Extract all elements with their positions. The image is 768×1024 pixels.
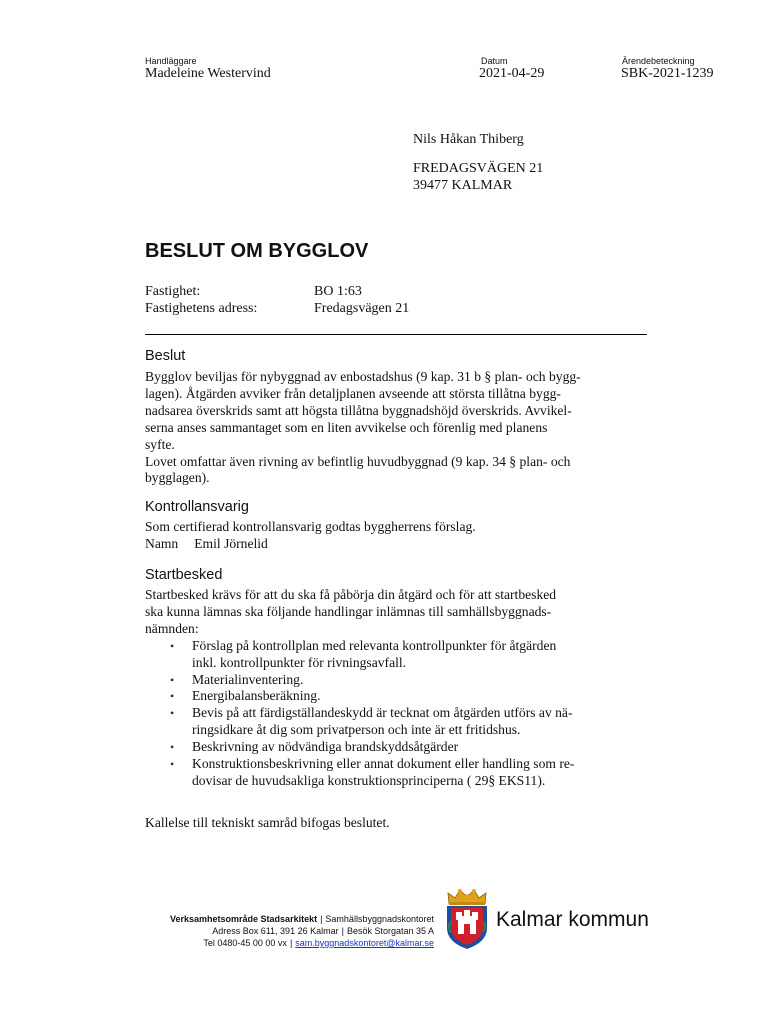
list-item: [166, 638, 625, 672]
list-item: [166, 705, 625, 739]
text-line: nämnden:: [145, 620, 199, 636]
arende-value: SBK-2021-1239: [621, 66, 714, 81]
namn-label: Namn: [145, 535, 179, 551]
text-line: Startbesked krävs för att du ska få påbörja din åtgärd och för att startbesked: [145, 587, 557, 602]
recipient-postal: 39477 KALMAR: [413, 178, 513, 193]
footer-separator: |: [341, 926, 344, 936]
list-item-line: • Konstruktionsbeskrivning eller annat dokument eller handling som re-: [192, 756, 575, 772]
kalmar-coat-of-arms-icon: [443, 888, 491, 950]
fastighet-value: BO 1:63: [314, 284, 362, 299]
section-heading-kontrollansvarig: Kontrollansvarig: [145, 499, 249, 515]
list-item-line: inkl. kontrollpunkter för rivningsavfall.: [192, 654, 407, 670]
section-heading-beslut: Beslut: [145, 348, 186, 364]
footer-line-3: [74, 937, 434, 949]
list-item-line: • Materialinventering.: [192, 671, 304, 687]
list-item-line: • Beskrivning av nödvändiga brandskyddsåtgärder: [192, 739, 459, 755]
text-line: ska kunna lämnas ska följande handlingar inlämnas till samhällsbyggnads-: [145, 603, 552, 619]
list-item: [166, 688, 625, 705]
footer-address: Adress Box 611, 391 26 Kalmar: [212, 926, 339, 936]
footer-contact: [74, 913, 434, 949]
datum-label: Datum: [481, 56, 508, 66]
fastighet-label: Fastighet:: [145, 284, 201, 299]
section-heading-startbesked: Startbesked: [145, 567, 223, 583]
footer-visit: Besök Storgatan 35 A: [346, 926, 434, 936]
footer-separator: |: [320, 914, 323, 924]
brand-wordmark: Kalmar kommun: [496, 908, 649, 931]
recipient-name: Nils Håkan Thiberg: [413, 132, 524, 147]
footer-email-link[interactable]: sam.byggnadskontoret@kalmar.se: [295, 938, 434, 948]
divider: [145, 334, 647, 335]
list-item: [166, 739, 625, 756]
list-item: [166, 756, 625, 790]
adress-label: Fastighetens adress:: [145, 301, 258, 316]
list-item-line: • Förslag på kontrollplan med relevanta kontrollpunkter för åtgärden: [192, 637, 557, 653]
recipient-street: FREDAGSVÄGEN 21: [413, 161, 544, 176]
namn-value: Emil Jörnelid: [194, 535, 268, 551]
footer-line-2: [74, 925, 434, 937]
handlaggare-value: Madeleine Westervind: [145, 66, 271, 81]
text-line: Bygglov beviljas för nybyggnad av enbostadshus (9 kap. 31 b § plan- och bygg-: [145, 369, 581, 384]
handlaggare-label: Handläggare: [145, 56, 197, 66]
startbesked-text: [145, 587, 625, 790]
arende-label: Ärendebeteckning: [622, 56, 695, 66]
footer-line-1: [74, 913, 434, 925]
kontroll-namn-row: [145, 536, 625, 553]
kontroll-text: [145, 519, 625, 553]
footer-org: Verksamhetsområde Stadsarkitekt: [170, 914, 318, 924]
page-title: BESLUT OM BYGGLOV: [145, 240, 369, 262]
text-line: serna anses sammantaget som en liten avvikelse och förenlig med planens: [145, 419, 548, 435]
text-line: bygglagen).: [145, 470, 210, 486]
list-item-line: dovisar de huvudsakliga konstruktionsprinciperna ( 29§ EKS11).: [192, 772, 546, 788]
footer-office: Samhällsbyggnadskontoret: [325, 914, 434, 924]
list-item: [166, 672, 625, 689]
text-line: lagen). Åtgärden avviker från detaljplanen avseende att största tillåtna bygg-: [145, 385, 561, 401]
text-line: syfte.: [145, 436, 175, 452]
text-line: Lovet omfattar även rivning av befintlig huvudbyggnad (9 kap. 34 § plan- och: [145, 453, 571, 469]
adress-value: Fredagsvägen 21: [314, 301, 410, 316]
list-item-line: ringsidkare åt dig som privatperson och inte är ett fritidshus.: [192, 722, 521, 738]
list-item-line: • Energibalansberäkning.: [192, 688, 321, 704]
beslut-text: [145, 369, 625, 487]
kallelse-text: Kallelse till tekniskt samråd bifogas beslutet.: [145, 815, 390, 830]
footer-separator: |: [289, 938, 293, 948]
footer-phone: Tel 0480-45 00 00 vx: [203, 938, 287, 948]
kontroll-line: Som certifierad kontrollansvarig godtas byggherrens förslag.: [145, 519, 476, 534]
list-item-line: • Bevis på att färdigställandeskydd är tecknat om åtgärden utförs av nä-: [192, 705, 573, 721]
text-line: nadsarea överskrids samt att högsta tillåtna byggnadshöjd överskrids. Avvikel-: [145, 402, 572, 418]
datum-value: 2021-04-29: [479, 66, 545, 81]
requirements-list: [166, 638, 625, 790]
